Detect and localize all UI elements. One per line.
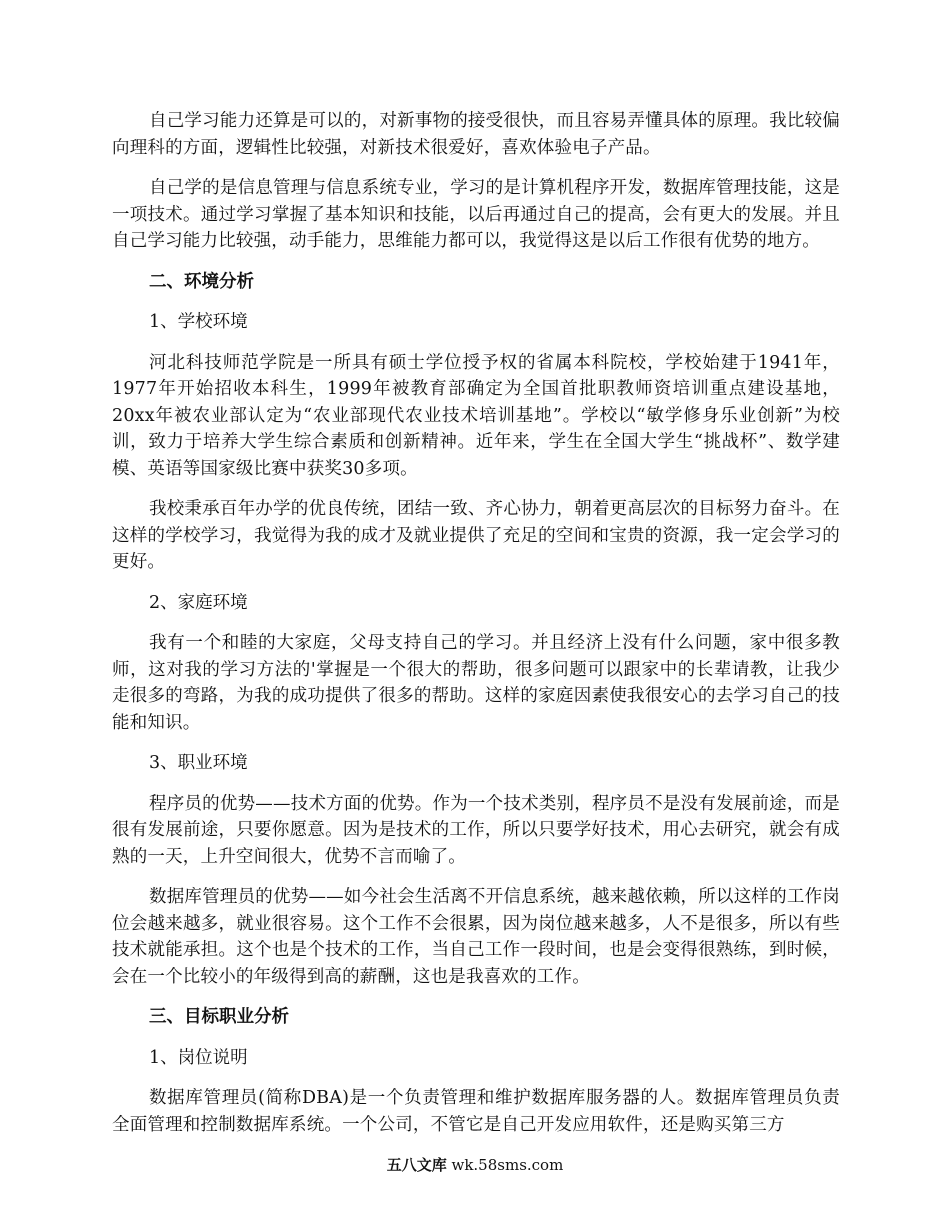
paragraph: 程序员的优势——技术方面的优势。作为一个技术类别，程序员不是没有发展前途，而是很有发展前途，只要你愿意。因为是技术的工作，所以只要学好技术，用心去研究，就会有成熟的一天，上升空间很大，优势不言而喻了。 bbox=[112, 793, 840, 867]
paragraph: 自己学的是信息管理与信息系统专业，学习的是计算机程序开发，数据库管理技能，这是一项技术。通过学习掌握了基本知识和技能，以后再通过自己的提高，会有更大的发展。并且自己学习能力比较强，动手能力，思维能力都可以，我觉得这是以后工作很有优势的地方。 bbox=[112, 178, 840, 251]
subsection-heading: 1、学校环境 bbox=[149, 312, 248, 332]
paragraph: 我有一个和睦的大家庭，父母支持自己的学习。并且经济上没有什么问题，家中很多教师，这对我的学习方法的'掌握是一个很大的帮助，很多问题可以跟家中的长辈请教，让我少走很多的弯路，为我的成功提供了很多的帮助。这样的家庭因素使我很安心的去学习自己的技能和知识。 bbox=[112, 633, 840, 733]
section-heading: 三、目标职业分析 bbox=[149, 1007, 289, 1027]
paragraph: 自己学习能力还算是可以的，对新事物的接受很快，而且容易弄懂具体的原理。我比较偏向理科的方面，逻辑性比较强，对新技术很爱好，喜欢体验电子产品。 bbox=[112, 111, 840, 158]
subsection-heading: 3、职业环境 bbox=[149, 753, 248, 773]
subsection-heading: 2、家庭环境 bbox=[149, 592, 248, 613]
paragraph: 数据库管理员(简称DBA)是一个负责管理和维护数据库服务器的人。数据库管理员负责全面管理和控制数据库系统。一个公司，不管它是自己开发应用软件，还是购买第三方 bbox=[112, 1088, 840, 1135]
page-footer bbox=[0, 1155, 950, 1175]
subsection-heading: 1、岗位说明 bbox=[149, 1047, 248, 1068]
footer-url[interactable]: wk.58sms.com bbox=[451, 1156, 564, 1174]
section-heading: 二、环境分析 bbox=[149, 271, 254, 292]
footer-brand: 五八文库 bbox=[386, 1156, 447, 1174]
paragraph: 河北科技师范学院是一所具有硕士学位授予权的省属本科院校，学校始建于1941年，1977年开始招收本科生，1999年被教育部确定为全国首批职教师资培训重点建设基地，20xx年被农业部认定为“农业部现代农业技术培训基地”。学校以“敏学修身乐业创新”为校训，致力于培养大学生综合素质和创新精神。近年来，学生在全国大学生“挑战杯”、数学建模、英语等国家级比赛中获奖30多项。 bbox=[112, 352, 840, 479]
paragraph: 我校秉承百年办学的优良传统，团结一致、齐心协力，朝着更高层次的目标努力奋斗。在这样的学校学习，我觉得为我的成才及就业提供了充足的空间和宝贵的资源，我一定会学习的更好。 bbox=[112, 499, 840, 572]
document-body bbox=[112, 108, 840, 1152]
paragraph: 数据库管理员的优势——如今社会生活离不开信息系统，越来越依赖，所以这样的工作岗位会越来越多，就业很容易。这个工作不会很累，因为岗位越来越多，人不是很多，所以有些技术就能承担。这个也是个技术的工作，当自己工作一段时间，也是会变得很熟练，到时候，会在一个比较小的年级得到高的薪酬，这也是我喜欢的工作。 bbox=[112, 887, 840, 987]
